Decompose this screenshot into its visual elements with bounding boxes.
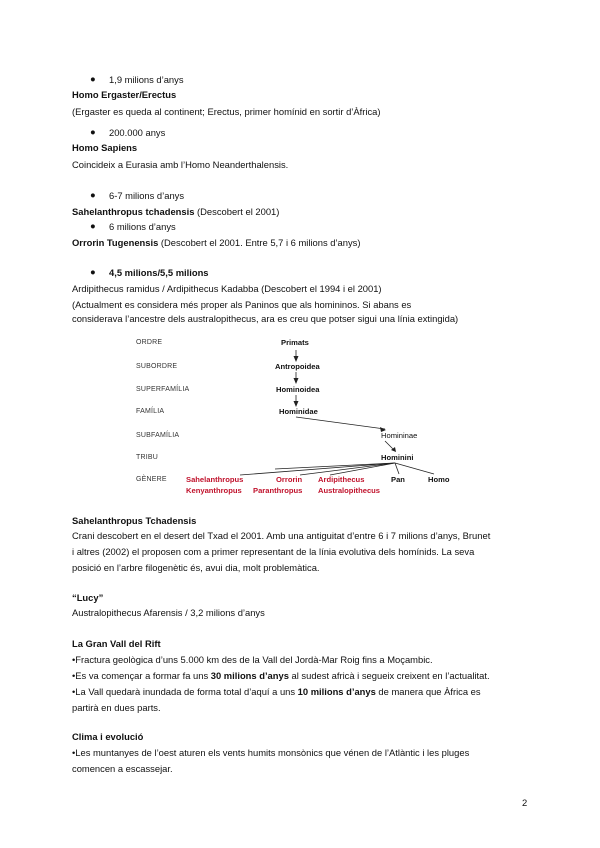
rift-bullet-3-cont: partirà en dues parts.: [72, 702, 161, 713]
genus-ardipithecus: Ardipithecus: [318, 475, 365, 484]
heading-lucy: “Lucy”: [72, 592, 104, 603]
bullet-dot: ●: [90, 126, 96, 137]
rift-b2-bold: 30 milions d’anys: [210, 670, 289, 681]
rift-b3-pre: •La Vall quedarà inundada de forma total d’aquí a uns: [72, 686, 298, 697]
text-lucy: Australopithecus Afarensis / 3,2 milions d’anys: [72, 607, 265, 618]
rank-subfamilia: SUBFAMÍLIA: [136, 432, 180, 439]
para-sahel-1: Crani descobert en el desert del Txad el 2001. Amb una antiguitat d’entre 6 i 7 milions d’anys, Brunet: [72, 530, 491, 541]
heading-clima: Clima i evolució: [72, 731, 144, 742]
rift-b3-post: de manera que Àfrica es: [375, 686, 481, 697]
node-antropoidea: Antropoidea: [275, 362, 320, 371]
genus-homo: Homo: [428, 475, 450, 484]
genus-kenyanthropus: Kenyanthropus: [186, 486, 242, 495]
rank-superfamilia: SUPERFAMÍLIA: [136, 386, 190, 393]
bullet-dot: ●: [90, 266, 96, 277]
rift-b2-post: al sudest africà i segueix creixent en l’actualitat.: [288, 670, 490, 681]
note-orrorin: (Descobert el 2001. Entre 5,7 i 6 milions d’anys): [158, 237, 361, 248]
rift-bullet-1: •Fractura geològica d’uns 5.000 km des de la Vall del Jordà-Mar Roig fins a Moçambic.: [72, 654, 433, 665]
bullet-sapiens: 200.000 anys: [109, 127, 166, 138]
heading-sapiens: Homo Sapiens: [72, 142, 138, 153]
genus-sahelanthropus: Sahelanthropus: [186, 475, 244, 484]
genus-orrorin: Orrorin: [276, 475, 303, 484]
bullet-dot: ●: [90, 189, 96, 200]
bullet-ardi: 4,5 milions/5,5 milions: [109, 267, 209, 278]
genus-australopithecus: Australopithecus: [318, 486, 381, 495]
note-sahel: (Descobert el 2001): [194, 206, 280, 217]
node-homininae: Homininae: [381, 431, 418, 440]
rift-b2-pre: •Es va començar a formar fa uns: [72, 670, 211, 681]
bullet-ergaster: 1,9 milions d’anys: [109, 74, 184, 85]
heading-rift: La Gran Vall del Rift: [72, 638, 161, 649]
node-hominini: Hominini: [381, 453, 414, 462]
rank-familia: FAMÍLIA: [136, 408, 165, 415]
heading-sahel-tchadensis: Sahelanthropus Tchadensis: [72, 515, 197, 526]
text-sapiens: Coincideix a Eurasia amb l’Homo Neanderthalensis.: [72, 159, 289, 170]
node-hominoidea: Hominoidea: [276, 385, 320, 394]
rift-b3-bold: 10 milions d’anys: [297, 686, 376, 697]
bullet-orrorin: 6 milions d’anys: [109, 221, 176, 232]
rank-subordre: SUBORDRE: [136, 363, 178, 370]
note-ardi-2: considerava l’ancestre dels australopithecus, ara es creu que potser sigui una línia extingida): [72, 313, 459, 324]
rank-tribu: TRIBU: [136, 454, 158, 461]
rank-ordre: ORDRE: [136, 339, 163, 346]
node-primats: Primats: [281, 338, 309, 347]
page-number: 2: [522, 797, 528, 808]
para-sahel-2: i altres (2002) el proposen com a primer representant de la línia evolutiva dels homínids. La seva: [72, 546, 475, 557]
node-hominidae: Hominidae: [279, 407, 318, 416]
rank-genere: GÈNERE: [136, 476, 167, 483]
heading-orrorin: Orrorin Tugenensis: [72, 237, 159, 248]
note-ardi-1: (Actualment es considera més proper als Paninos que als homininos. Si abans es: [72, 299, 412, 310]
para-sahel-3: posició en l’arbre filogenètic és, avui dia, molt problemàtica.: [72, 562, 320, 573]
text-ergaster: (Ergaster es queda al continent; Erectus, primer homínid en sortir d’Àfrica): [72, 106, 381, 117]
clima-line-1: •Les muntanyes de l’oest aturen els vents humits monsònics que vénen de l’Atlàntic i les pluges: [72, 747, 470, 758]
bullet-dot: ●: [90, 220, 96, 231]
genus-paranthropus: Paranthropus: [253, 486, 303, 495]
bullet-sahel: 6-7 milions d’anys: [109, 190, 185, 201]
text-ardi: Ardipithecus ramidus / Ardipithecus Kadabba (Descobert el 1994 i el 2001): [72, 283, 382, 294]
rift-bullet-3: [72, 686, 481, 698]
genus-pan: Pan: [391, 475, 405, 484]
heading-sahel: Sahelanthropus tchadensis: [72, 206, 195, 217]
rift-bullet-2: [72, 670, 490, 682]
heading-ergaster: Homo Ergaster/Erectus: [72, 89, 177, 100]
clima-line-2: comencen a escassejar.: [72, 763, 173, 774]
bullet-dot: ●: [90, 73, 96, 84]
